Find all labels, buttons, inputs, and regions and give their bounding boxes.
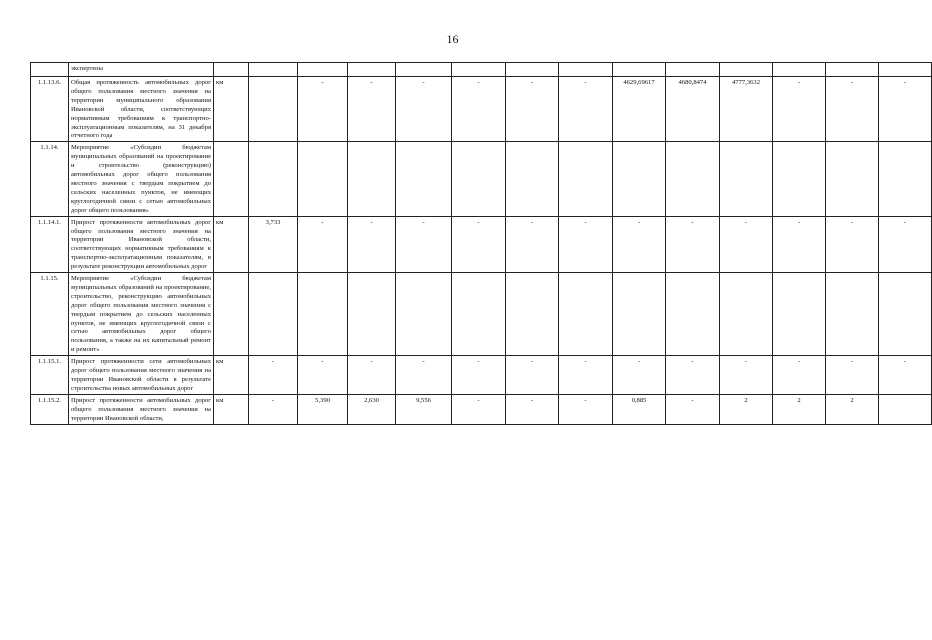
value-cell: [249, 142, 298, 216]
value-cell: 2: [720, 394, 773, 424]
value-cell: [773, 273, 826, 356]
value-cell: -: [559, 77, 613, 142]
value-cell: -: [773, 77, 826, 142]
value-cell: -: [452, 394, 506, 424]
value-cell: 2: [773, 394, 826, 424]
value-cell: -: [249, 394, 298, 424]
row-code: 1.1.14.1.: [31, 216, 69, 272]
value-cell: 4629,69617: [613, 77, 666, 142]
value-cell: [298, 273, 348, 356]
value-cell: [720, 273, 773, 356]
row-code: 1.1.15.: [31, 273, 69, 356]
indicators-table: [30, 62, 932, 425]
value-cell: -: [666, 394, 720, 424]
row-description: Прирост протяженности сети автомобильных дорог общего пользования местного значения на территории Ивановской области в результате строительства новых автомобильных дорог: [69, 356, 214, 395]
value-cell: [249, 273, 298, 356]
value-cell: [452, 273, 506, 356]
value-cell: 0,885: [613, 394, 666, 424]
row-unit: км: [214, 216, 249, 272]
table-body: [31, 63, 932, 425]
value-cell: [348, 273, 396, 356]
value-cell: -: [348, 77, 396, 142]
value-cell: -: [773, 216, 826, 272]
value-cell: -: [720, 216, 773, 272]
value-cell: -: [506, 216, 559, 272]
value-cell: [348, 142, 396, 216]
value-cell: [506, 142, 559, 216]
row-code: 1.1.13.6.: [31, 77, 69, 142]
value-cell: -: [506, 356, 559, 395]
value-cell: [879, 273, 932, 356]
value-cell: -: [559, 216, 613, 272]
value-cell: -: [879, 356, 932, 395]
row-code: 1.1.15.2.: [31, 394, 69, 424]
value-cell: [879, 394, 932, 424]
table-row: [31, 142, 932, 216]
row-description: экспертизы: [69, 63, 214, 77]
value-cell: [396, 273, 452, 356]
value-cell: 2,630: [348, 394, 396, 424]
value-cell: -: [298, 77, 348, 142]
value-cell: -: [396, 356, 452, 395]
row-unit: км: [214, 394, 249, 424]
value-cell: [452, 142, 506, 216]
value-cell: -: [452, 216, 506, 272]
value-cell: 4777,3632: [720, 77, 773, 142]
value-cell: -: [720, 356, 773, 395]
value-cell: [773, 142, 826, 216]
row-description: Мероприятие «Субсидии бюджетам муниципальных образований на проектирование, строительство, реконструкцию автомобильных дорог общего пользования местного значения с твердым покрытием до сельских населенных пунктов, не имеющих круглогодичной связи с сетью автомобильных дорог общего пользования, а также на их капитальный ремонт и ремонт»: [69, 273, 214, 356]
table-row: [31, 216, 932, 272]
page-number: 16: [446, 32, 459, 46]
value-cell: 5,390: [298, 394, 348, 424]
value-cell: [826, 273, 879, 356]
row-code: 1.1.15.1.: [31, 356, 69, 395]
value-cell: -: [613, 216, 666, 272]
value-cell: [720, 142, 773, 216]
row-unit: км: [214, 356, 249, 395]
row-code: [31, 63, 69, 77]
value-cell: -: [666, 216, 720, 272]
value-cell: -: [613, 356, 666, 395]
table-row: [31, 273, 932, 356]
value-cell: [298, 142, 348, 216]
value-cell: -: [348, 356, 396, 395]
value-cell: [506, 273, 559, 356]
table-row: [31, 77, 932, 142]
value-cell: -: [506, 77, 559, 142]
row-code: 1.1.14.: [31, 142, 69, 216]
value-cell: -: [826, 356, 879, 395]
value-cell: [249, 77, 298, 142]
row-description: Прирост протяженности автомобильных дорог общего пользования местного значения на территории Ивановской области,: [69, 394, 214, 424]
value-cell: [879, 142, 932, 216]
value-cell: [666, 142, 720, 216]
value-cell: -: [559, 356, 613, 395]
row-description: Прирост протяженности автомобильных дорог общего пользования местного значения на территории Ивановской области, соответствующих нормативным требованиям к транспортно-эксплуатационным показателям, в результате реконструкции автомобильных дорог: [69, 216, 214, 272]
value-cell: -: [879, 216, 932, 272]
value-cell: [666, 273, 720, 356]
value-cell: 2: [826, 394, 879, 424]
value-cell: [396, 142, 452, 216]
table-row: [31, 63, 932, 77]
value-cell: 3,733: [249, 216, 298, 272]
value-cell: -: [879, 77, 932, 142]
table-row: [31, 356, 932, 395]
value-cell: -: [773, 356, 826, 395]
value-cell: -: [396, 77, 452, 142]
table-row: [31, 394, 932, 424]
value-cell: -: [452, 77, 506, 142]
value-cell: -: [559, 394, 613, 424]
value-cell: [613, 142, 666, 216]
row-unit: км: [214, 77, 249, 142]
value-cell: -: [396, 216, 452, 272]
value-cell: -: [452, 356, 506, 395]
value-cell: -: [826, 77, 879, 142]
value-cell: -: [298, 216, 348, 272]
value-cell: -: [826, 216, 879, 272]
row-unit: [214, 273, 249, 356]
row-description: Общая протяженность автомобильных дорог общего пользования местного значения на территории муниципального образования Ивановской области, соответствующих нормативным требованиям к транспортно-эксплуатационным показателям, на 31 декабря отчетного года: [69, 77, 214, 142]
value-cell: 9,556: [396, 394, 452, 424]
value-cell: -: [298, 356, 348, 395]
value-cell: -: [348, 216, 396, 272]
value-cell: [559, 142, 613, 216]
value-cell: 4680,8474: [666, 77, 720, 142]
row-unit: [214, 142, 249, 216]
value-cell: -: [666, 356, 720, 395]
value-cell: -: [249, 356, 298, 395]
value-cell: -: [506, 394, 559, 424]
row-description: Мероприятие «Субсидии бюджетам муниципальных образований на проектирование и строительство (реконструкцию) автомобильных дорог общего пользования местного значения с твердым покрытием до сельских населенных пунктов, не имеющих круглогодичной связи с сетью автомобильных дорог общего пользования»: [69, 142, 214, 216]
value-cell: [613, 273, 666, 356]
value-cell: [826, 142, 879, 216]
value-cell: [559, 273, 613, 356]
